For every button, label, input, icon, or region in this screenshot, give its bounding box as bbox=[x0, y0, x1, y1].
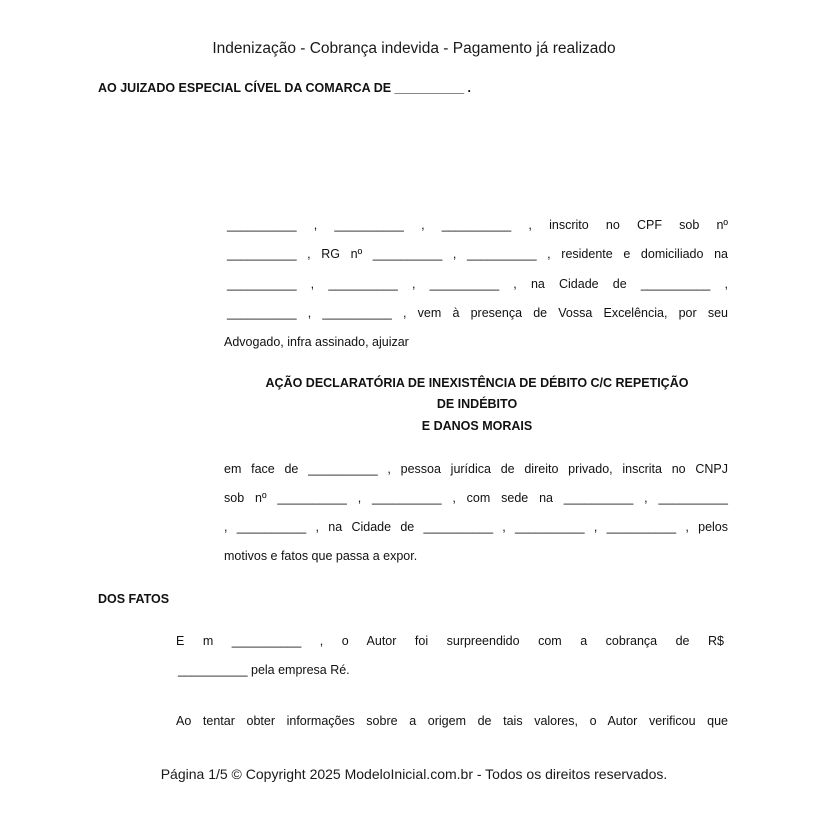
defendant-line: , __________ , na Cidade de __________ , __________ , __________ , pelos bbox=[224, 520, 728, 534]
facts-line: E m __________ , o Autor foi surpreendido com a cobrança de R$ bbox=[176, 634, 724, 648]
defendant-line: motivos e fatos que passa a expor. bbox=[224, 549, 418, 563]
action-title-line: E DANOS MORAIS bbox=[421, 419, 533, 433]
qualification-line: __________ , __________ , __________ , inscrito no CPF sob nº bbox=[227, 218, 728, 232]
qualification-line: __________ , __________ , __________ , na Cidade de __________ , bbox=[227, 277, 728, 291]
document-title: Indenização - Cobrança indevida - Pagamento já realizado bbox=[212, 40, 616, 57]
facts-line: Ao tentar obter informações sobre a origem de tais valores, o Autor verificou que bbox=[176, 714, 728, 728]
action-title-line: AÇÃO DECLARATÓRIA DE INEXISTÊNCIA DE DÉBITO C/C REPETIÇÃO bbox=[265, 376, 689, 390]
qualification-line: __________ , RG nº __________ , __________ , residente e domiciliado na bbox=[227, 247, 728, 261]
section-heading: DOS FATOS bbox=[98, 592, 170, 606]
defendant-line: sob nº __________ , __________ , com sede na __________ , __________ bbox=[224, 491, 728, 505]
page-footer: Página 1/5 © Copyright 2025 ModeloInicial.com.br - Todos os direitos reservados. bbox=[160, 766, 668, 782]
court-header: AO JUIZADO ESPECIAL CÍVEL DA COMARCA DE __________ . bbox=[98, 81, 472, 95]
defendant-line: em face de __________ , pessoa jurídica de direito privado, inscrita no CNPJ bbox=[224, 462, 728, 476]
facts-line: __________ pela empresa Ré. bbox=[178, 663, 350, 677]
qualification-line: __________ , __________ , vem à presença de Vossa Excelência, por seu bbox=[227, 306, 728, 320]
qualification-line: Advogado, infra assinado, ajuizar bbox=[224, 335, 409, 349]
action-title-line: DE INDÉBITO bbox=[436, 397, 518, 411]
